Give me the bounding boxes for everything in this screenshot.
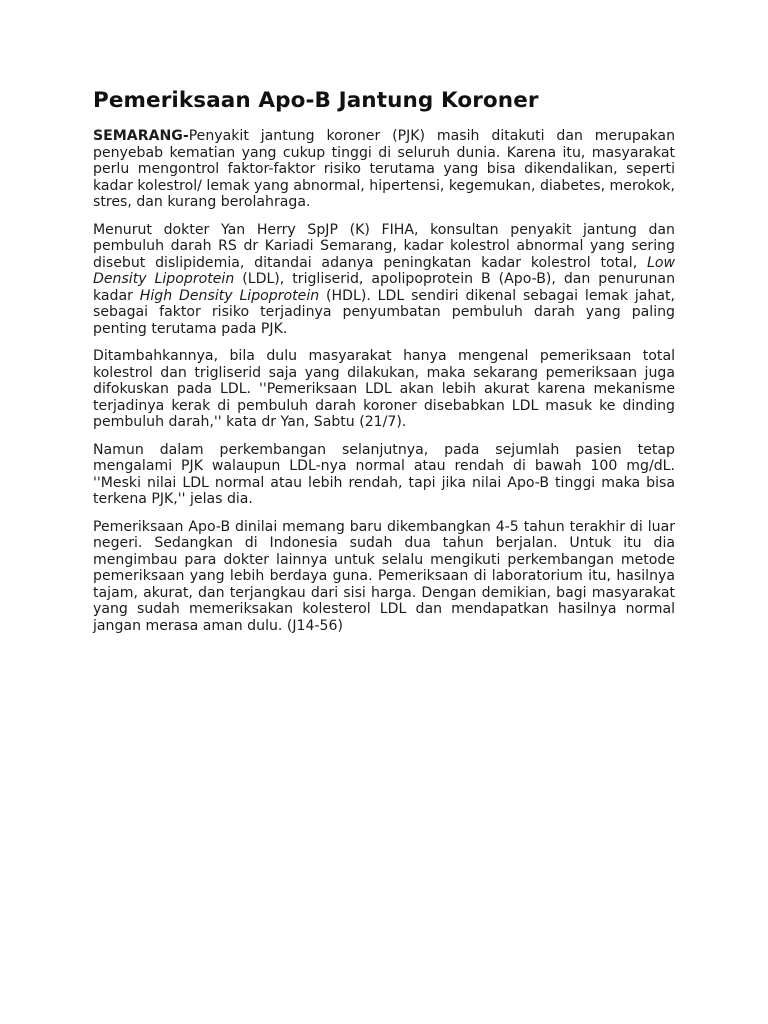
ldl-term: Low Density Lipoprotein [93,254,675,287]
paragraph-2-text-c: (HDL). LDL sendiri dikenal sebagai lemak jahat, sebagai faktor risiko terjadinya penyumbatan pembuluh darah yang paling penting terutama pada PJK. [93,287,675,337]
paragraph-4: Namun dalam perkembangan selanjutnya, pada sejumlah pasien tetap mengalami PJK walaupun LDL-nya normal atau rendah di bawah 100 mg/dL. ''Meski nilai LDL normal atau lebih rendah, tapi jika nilai Apo-B tinggi maka bisa terkena PJK,'' jelas dia. [93,441,675,507]
hdl-term: High Density Lipoprotein [139,287,320,304]
paragraph-1 [93,128,675,211]
article [93,84,675,645]
paragraph-2 [93,222,675,338]
paragraph-1-text: Penyakit jantung koroner (PJK) masih ditakuti dan merupakan penyebab kematian yang cukup tinggi di seluruh dunia. Karena itu, masyarakat perlu mengontrol faktor-faktor risiko terutama yang bisa dikendalikan, seperti kadar kolestrol/ lemak yang abnormal, hipertensi, kegemukan, diabetes, merokok, stres, dan kurang berolahraga. [93,128,675,210]
paragraph-5: Pemeriksaan Apo-B dinilai memang baru dikembangkan 4-5 tahun terakhir di luar negeri. Sedangkan di Indonesia sudah dua tahun berjalan. Untuk itu dia mengimbau para dokter lainnya untuk selalu mengikuti perkembangan metode pemeriksaan yang lebih berdaya guna. Pemeriksaan di laboratorium itu, hasilnya tajam, akurat, dan terjangkau dari sisi harga. Dengan demikian, bagi masyarakat yang sudah memeriksakan kolesterol LDL dan mendapatkan hasilnya normal jangan merasa aman dulu. (J14-56) [93,518,675,634]
paragraph-3: Ditambahkannya, bila dulu masyarakat hanya mengenal pemeriksaan total kolestrol dan trigliserid saja yang dilakukan, maka sekarang pemeriksaan juga difokuskan pada LDL. ''Pemeriksaan LDL akan lebih akurat karena mekanisme terjadinya kerak di pembuluh darah koroner disebabkan LDL masuk ke dinding pembuluh darah,'' kata dr Yan, Sabtu (21/7). [93,348,675,430]
paragraph-2-text-b: (LDL), trigliserid, apolipoprotein B (Apo-B), dan penurunan kadar [93,271,676,304]
paragraph-2-text-a: Menurut dokter Yan Herry SpJP (K) FIHA, konsultan penyakit jantung dan pembuluh darah RS dr Kariadi Semarang, kadar kolestrol abnormal yang sering disebut dislipidemia, ditandai adanya peningkatan kadar kolestrol total, [93,221,675,271]
article-title: Pemeriksaan Apo-B Jantung Koroner [93,88,539,113]
dateline: SEMARANG- [93,128,189,144]
